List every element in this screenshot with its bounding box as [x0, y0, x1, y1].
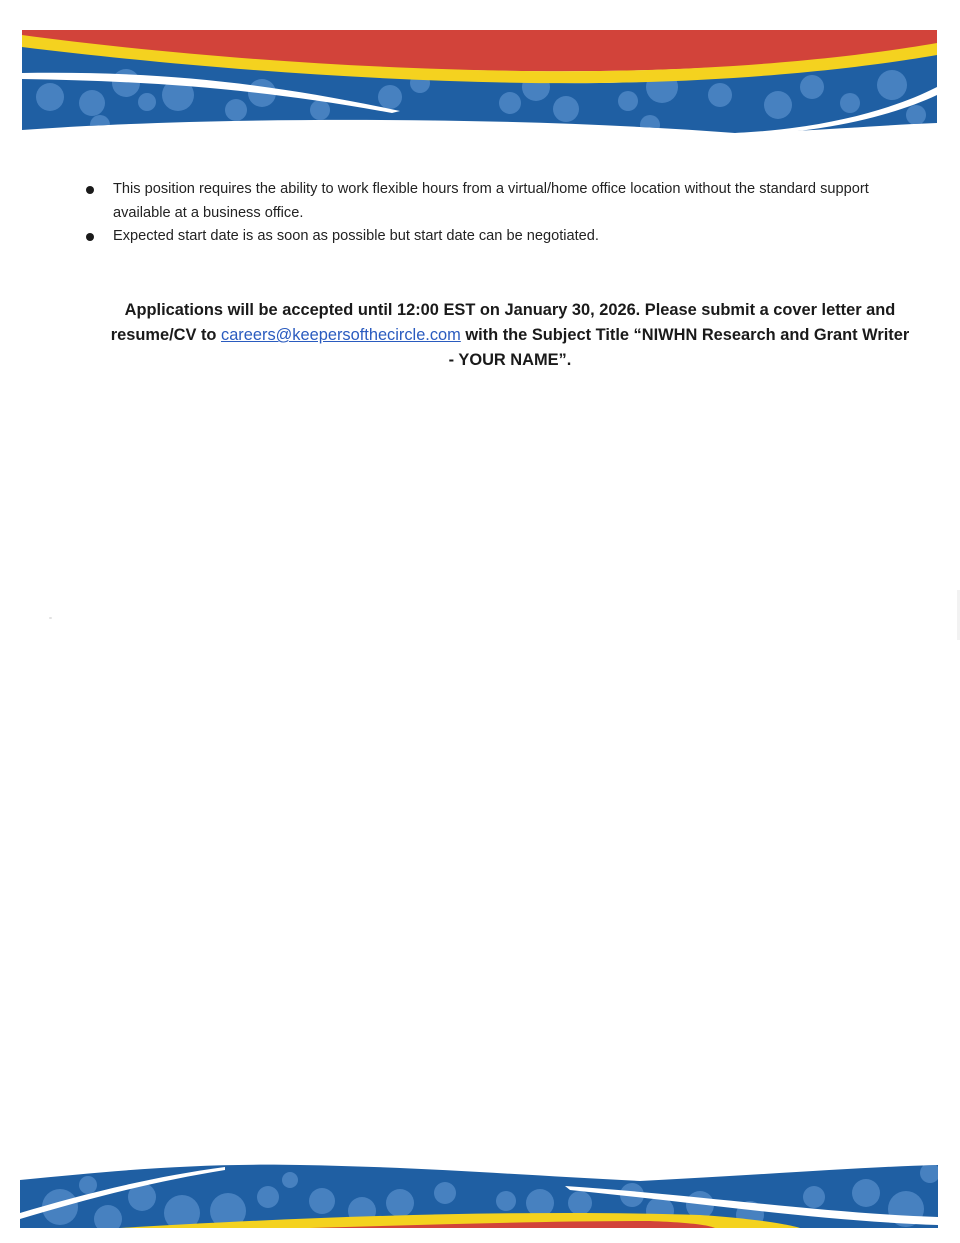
wave-banner-graphic [0, 25, 960, 140]
wave-banner-graphic [0, 1155, 960, 1240]
requirements-list [84, 178, 914, 249]
list-item-text: Expected start date is as soon as possible but start date can be negotiated. [113, 228, 599, 244]
scan-speck [49, 617, 52, 619]
notice-text-part1: Applications will be accepted until 12:00 EST on January 30, 2026. Please submit a cover letter and resume/CV to [110, 301, 896, 344]
list-item [84, 225, 914, 249]
bullet-icon [86, 233, 94, 241]
footer-banner [0, 1155, 960, 1240]
list-item [84, 178, 914, 225]
list-item-text: This position requires the ability to work flexible hours from a virtual/home office location without the standard support available at a business office. [113, 181, 869, 221]
careers-email-link[interactable]: careers@keepersofthecircle.com [221, 326, 461, 344]
application-notice [110, 298, 910, 373]
header-banner [0, 25, 960, 140]
notice-text-part2: with the Subject Title “NIWHN Research and Grant Writer - YOUR NAME”. [448, 326, 910, 369]
bullet-icon [86, 186, 94, 194]
